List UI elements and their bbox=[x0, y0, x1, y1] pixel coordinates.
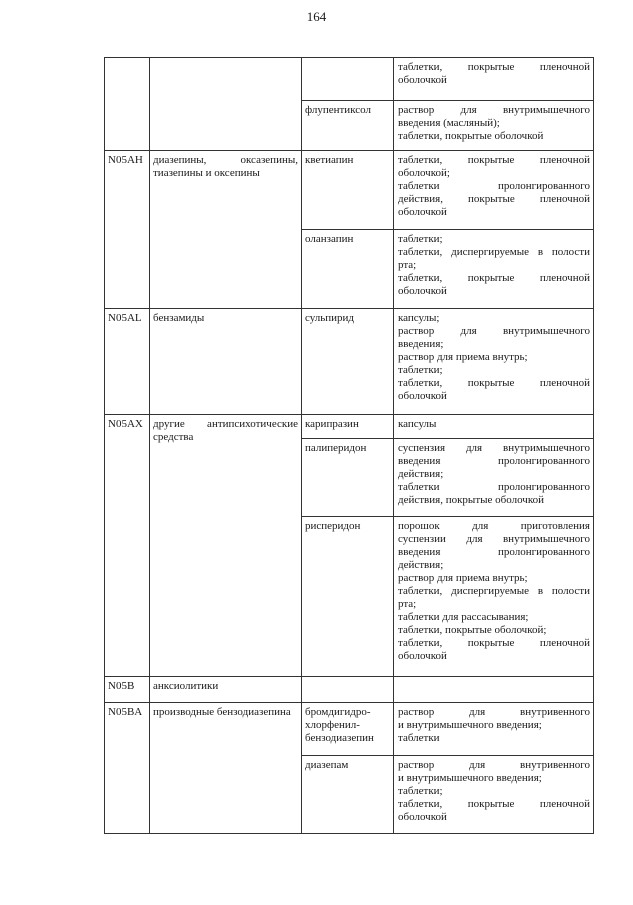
dosage-form-line: капсулы bbox=[398, 418, 437, 430]
dosage-form-line: раствор для приема внутрь; bbox=[398, 572, 528, 584]
dosage-forms-cell bbox=[394, 101, 594, 151]
substance-cell bbox=[302, 677, 394, 703]
substance-cell: кветиапин bbox=[302, 151, 394, 230]
dosage-form-line: введения; bbox=[398, 338, 444, 350]
atc-code-cell: N05AH bbox=[105, 151, 150, 309]
group-name-cell: диазепины, оксазепины, тиазепины и оксепины bbox=[150, 151, 302, 309]
dosage-form-line: оболочкой bbox=[398, 74, 447, 86]
dosage-form-line: оболочкой bbox=[398, 285, 447, 297]
dosage-form-line: оболочкой bbox=[398, 206, 447, 218]
table-row bbox=[105, 58, 594, 101]
dosage-forms-cell bbox=[394, 415, 594, 439]
dosage-form-line: таблетки, диспергируемые в полости bbox=[398, 246, 590, 258]
dosage-form-line: раствор для внутривенного bbox=[398, 759, 590, 771]
substance-line: бензодиазепин bbox=[305, 732, 374, 744]
dosage-form-line: действия; bbox=[398, 468, 444, 480]
page-number: 164 bbox=[306, 9, 327, 24]
group-name-cell: анксиолитики bbox=[150, 677, 302, 703]
dosage-form-line: раствор для внутримышечного bbox=[398, 104, 590, 116]
dosage-form-line: таблетки, покрытые пленочной bbox=[398, 61, 590, 73]
dosage-form-line: таблетки, покрытые пленочной bbox=[398, 272, 590, 284]
group-name-cell: бензамиды bbox=[150, 309, 302, 415]
atc-code-cell: N05AL bbox=[105, 309, 150, 415]
table-row bbox=[105, 703, 594, 756]
dosage-form-line: таблетки, покрытые пленочной bbox=[398, 637, 590, 649]
dosage-form-line: таблетки пролонгированного bbox=[398, 180, 590, 192]
group-name-cell: другие антипсихотические средства bbox=[150, 415, 302, 677]
dosage-forms-cell bbox=[394, 230, 594, 309]
dosage-form-line: таблетки, покрытые оболочкой; bbox=[398, 624, 547, 636]
dosage-form-line: рта; bbox=[398, 598, 417, 610]
group-name-cell bbox=[150, 58, 302, 151]
dosage-forms-cell bbox=[394, 439, 594, 517]
atc-code-cell: N05B bbox=[105, 677, 150, 703]
dosage-form-line: и внутримышечного введения; bbox=[398, 772, 542, 784]
substance-cell: рисперидон bbox=[302, 517, 394, 677]
atc-code-cell: N05AX bbox=[105, 415, 150, 677]
substance-line: хлорфенил- bbox=[305, 719, 360, 731]
dosage-form-line: раствор для приема внутрь; bbox=[398, 351, 528, 363]
dosage-form-line: действия; bbox=[398, 559, 444, 571]
substance-cell: оланзапин bbox=[302, 230, 394, 309]
dosage-forms-cell bbox=[394, 517, 594, 677]
dosage-form-line: действия, покрытые пленочной bbox=[398, 193, 590, 205]
substance-cell bbox=[302, 703, 394, 756]
dosage-form-line: оболочкой bbox=[398, 650, 447, 662]
dosage-form-line: действия, покрытые оболочкой bbox=[398, 494, 545, 506]
dosage-form-line: таблетки, диспергируемые в полости bbox=[398, 585, 590, 597]
dosage-forms-cell bbox=[394, 151, 594, 230]
dosage-form-line: таблетки, покрытые пленочной bbox=[398, 377, 590, 389]
dosage-form-line: раствор для внутривенного bbox=[398, 706, 590, 718]
drug-classification-table bbox=[104, 57, 594, 834]
dosage-form-line: введения пролонгированного bbox=[398, 455, 590, 467]
substance-cell: карипразин bbox=[302, 415, 394, 439]
atc-code-cell bbox=[105, 58, 150, 151]
dosage-form-line: рта; bbox=[398, 259, 417, 271]
dosage-form-line: таблетки bbox=[398, 732, 440, 744]
table-row bbox=[105, 309, 594, 415]
dosage-forms-cell bbox=[394, 703, 594, 756]
table-row bbox=[105, 677, 594, 703]
substance-line: бромдигидро- bbox=[305, 706, 371, 718]
dosage-forms-cell bbox=[394, 677, 594, 703]
dosage-form-line: таблетки, покрытые пленочной bbox=[398, 798, 590, 810]
dosage-forms-cell bbox=[394, 58, 594, 101]
dosage-form-line: оболочкой bbox=[398, 390, 447, 402]
dosage-form-line: порошок для приготовления bbox=[398, 520, 590, 532]
dosage-forms-cell bbox=[394, 309, 594, 415]
substance-cell: палиперидон bbox=[302, 439, 394, 517]
dosage-form-line: введения (масляный); bbox=[398, 117, 500, 129]
dosage-form-line: таблетки пролонгированного bbox=[398, 481, 590, 493]
dosage-form-line: таблетки, покрытые оболочкой bbox=[398, 130, 544, 142]
group-name-cell: производные бензодиазепина bbox=[150, 703, 302, 834]
substance-cell bbox=[302, 58, 394, 101]
dosage-forms-cell bbox=[394, 756, 594, 834]
dosage-form-line: и внутримышечного введения; bbox=[398, 719, 542, 731]
dosage-form-line: суспензия для внутримышечного bbox=[398, 442, 590, 454]
dosage-form-line: оболочкой bbox=[398, 811, 447, 823]
dosage-form-line: суспензии для внутримышечного bbox=[398, 533, 590, 545]
substance-cell: диазепам bbox=[302, 756, 394, 834]
table-body bbox=[105, 58, 594, 834]
substance-cell: флупентиксол bbox=[302, 101, 394, 151]
substance-cell: сульпирид bbox=[302, 309, 394, 415]
dosage-form-line: таблетки; bbox=[398, 233, 443, 245]
dosage-form-line: введения пролонгированного bbox=[398, 546, 590, 558]
dosage-form-line: оболочкой; bbox=[398, 167, 450, 179]
dosage-form-line: таблетки; bbox=[398, 785, 443, 797]
atc-code-cell: N05BA bbox=[105, 703, 150, 834]
table-row bbox=[105, 415, 594, 439]
dosage-form-line: таблетки; bbox=[398, 364, 443, 376]
table-row bbox=[105, 151, 594, 230]
dosage-form-line: капсулы; bbox=[398, 312, 440, 324]
dosage-form-line: раствор для внутримышечного bbox=[398, 325, 590, 337]
dosage-form-line: таблетки для рассасывания; bbox=[398, 611, 529, 623]
dosage-form-line: таблетки, покрытые пленочной bbox=[398, 154, 590, 166]
